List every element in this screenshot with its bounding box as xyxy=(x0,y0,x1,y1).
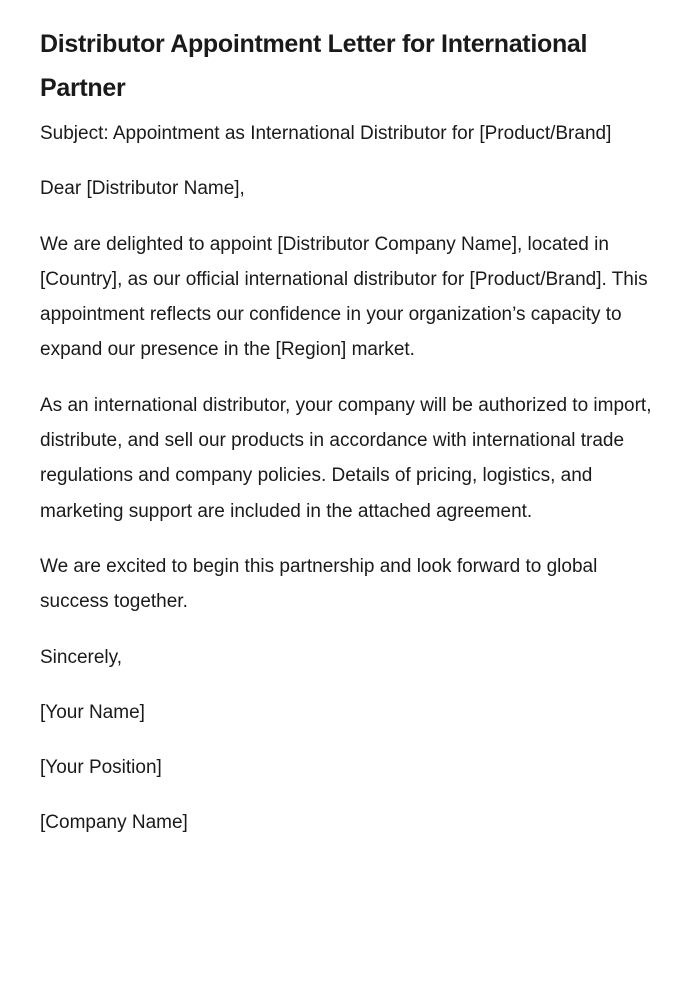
company-name: [Company Name] xyxy=(40,812,188,834)
subject-line: Subject: Appointment as International Distributor for [Product/Brand] xyxy=(40,123,612,144)
body-paragraph: We are delighted to appoint [Distributor Company Name], located in [Country], as our official international distributor for [Product/Brand]. This appointment reflects our confidence in your organization’s capacity to expand our presence in the [Region] market. xyxy=(40,233,648,361)
closing: Sincerely, xyxy=(40,646,123,668)
signer-position: [Your Position] xyxy=(40,757,162,779)
signer-name: [Your Name] xyxy=(40,701,145,723)
body-paragraph: As an international distributor, your company will be authorized to import, distribute, and sell our products in accordance with international trade regulations and company policies. Details of pricing, logistics, and marketing support are included in the attached agreement. xyxy=(40,394,652,522)
body-paragraph: We are excited to begin this partnership and look forward to global success together. xyxy=(40,555,598,613)
salutation: Dear [Distributor Name], xyxy=(40,178,245,200)
letter-title: Distributor Appointment Letter for International Partner xyxy=(40,30,588,102)
